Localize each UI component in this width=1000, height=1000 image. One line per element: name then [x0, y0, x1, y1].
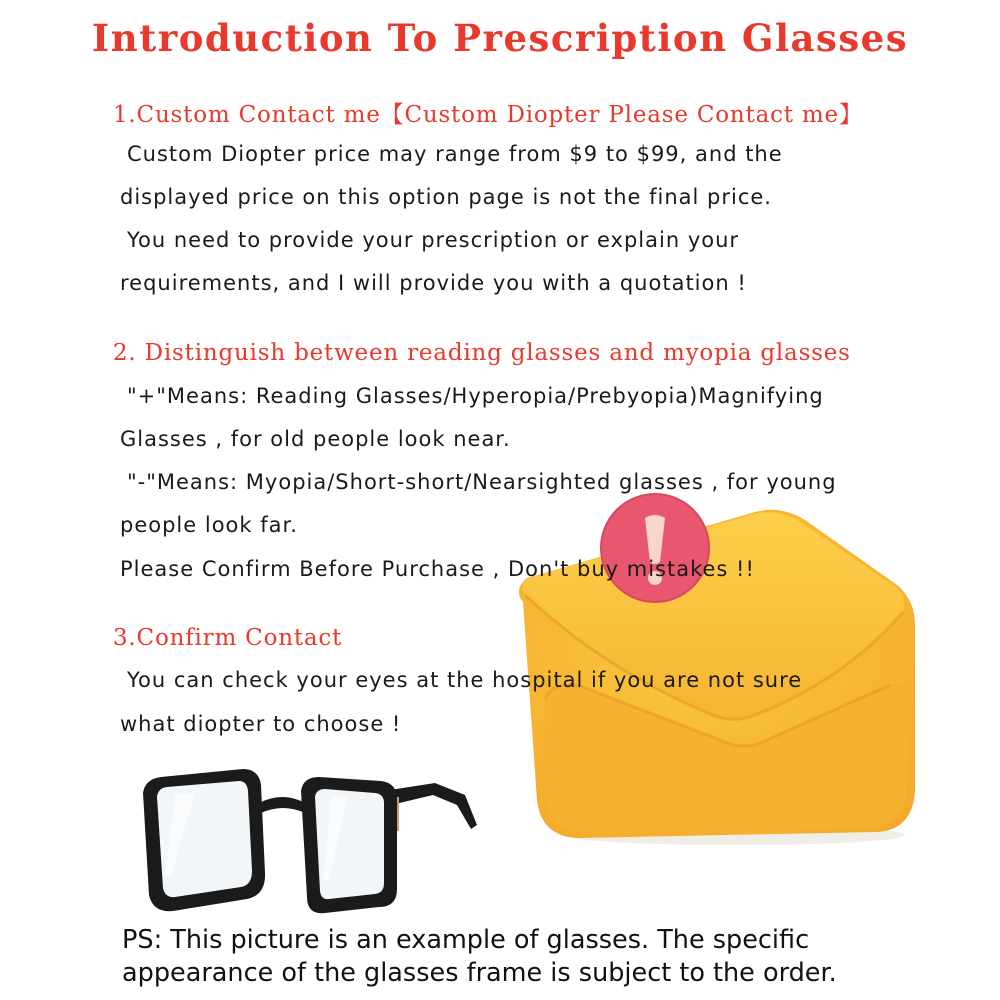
section1-line-1: Custom Diopter price may range from $9 to $99, and the — [127, 142, 783, 166]
section2-line-1: "+"Means: Reading Glasses/Hyperopia/Prebyopia)Magnifying — [127, 384, 824, 408]
section1-line-2: displayed price on this option page is not the final price. — [120, 185, 772, 209]
section2-line-5: Please Confirm Before Purchase , Don't buy mistakes !! — [120, 557, 755, 581]
section2-heading: 2. Distinguish between reading glasses and myopia glasses — [113, 340, 851, 366]
section3-line-2: what diopter to choose ! — [120, 712, 402, 736]
section3-line-1: You can check your eyes at the hospital if you are not sure — [127, 668, 803, 692]
ps-note-line-1: PS: This picture is an example of glasses. The specific — [122, 925, 810, 955]
alert-badge — [601, 494, 709, 602]
section3-heading: 3.Confirm Contact — [113, 625, 343, 651]
glasses-illustration — [135, 755, 485, 925]
ps-note-line-2: appearance of the glasses frame is subject to the order. — [122, 958, 837, 988]
section2-line-3: "-"Means: Myopia/Short-short/Nearsighted glasses , for young — [127, 470, 837, 494]
section2-line-2: Glasses , for old people look near. — [120, 427, 511, 451]
section1-heading: 1.Custom Contact me【Custom Diopter Please Contact me】 — [113, 102, 863, 128]
section1-line-4: requirements, and I will provide you with a quotation ! — [120, 271, 747, 295]
page-title: Introduction To Prescription Glasses — [91, 16, 909, 60]
section2-line-4: people look far. — [120, 513, 298, 537]
section1-line-3: You need to provide your prescription or explain your — [127, 228, 740, 252]
